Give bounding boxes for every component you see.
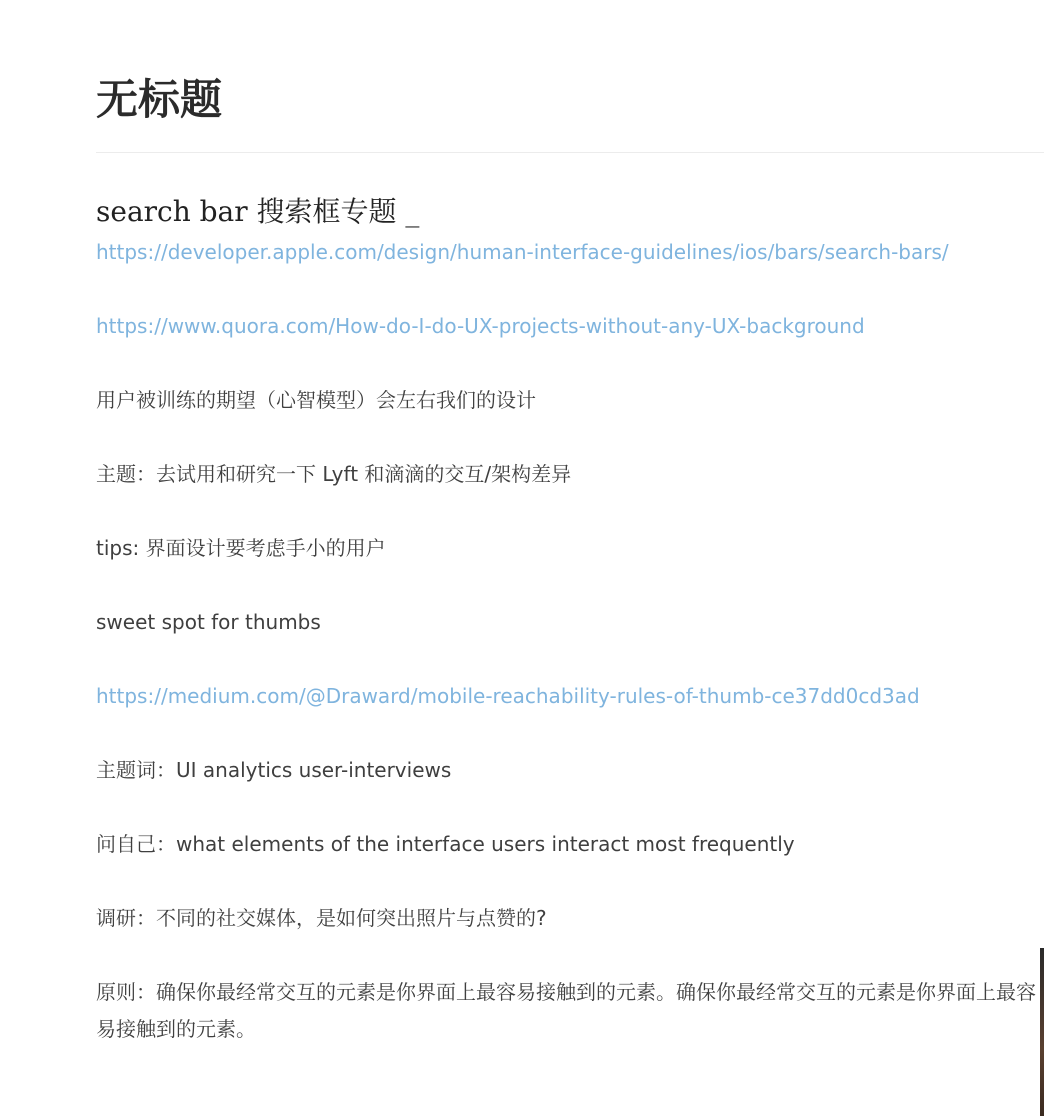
overlapping-window-edge <box>1040 948 1044 1116</box>
quora-ux-projects-link[interactable]: https://www.quora.com/How-do-I-do-UX-projects-without-any-UX-background <box>96 314 865 338</box>
blank-line <box>96 567 1036 604</box>
blank-line <box>96 937 1036 974</box>
blank-line <box>96 641 1036 678</box>
paragraph-mental-model: 用户被训练的期望（心智模型）会左右我们的设计 <box>96 388 536 412</box>
title-divider <box>96 152 1044 153</box>
paragraph-quora-link <box>96 308 1036 345</box>
blank-line <box>96 863 1036 900</box>
paragraph-keywords: 主题词：UI analytics user-interviews <box>96 758 452 782</box>
apple-hig-search-bars-link[interactable]: https://developer.apple.com/design/human-interface-guidelines/ios/bars/search-bars/ <box>96 240 949 264</box>
paragraph-principle: 原则：确保你最经常交互的元素是你界面上最容易接触到的元素。确保你最经常交互的元素是你界面上最容易接触到的元素。 <box>96 980 1036 1041</box>
paragraph-apple-link <box>96 234 1036 271</box>
paragraph-tips: tips: 界面设计要考虑手小的用户 <box>96 536 386 560</box>
paragraph-ask-yourself: 问自己：what elements of the interface users interact most frequently <box>96 832 795 856</box>
page-title[interactable]: 无标题 <box>96 75 223 124</box>
blank-line <box>96 345 1036 382</box>
paragraph-sweet-spot: sweet spot for thumbs <box>96 610 321 634</box>
paragraph-topic-lyft-didi: 主题：去试用和研究一下 Lyft 和滴滴的交互/架构差异 <box>96 462 572 486</box>
blank-line <box>96 715 1036 752</box>
blank-line <box>96 789 1036 826</box>
document-body[interactable] <box>96 190 1036 1048</box>
blank-line <box>96 419 1036 456</box>
paragraph-medium-link <box>96 678 1036 715</box>
section-heading: search bar 搜索框专题 _ <box>96 195 420 228</box>
medium-reachability-link[interactable]: https://medium.com/@Draward/mobile-reachability-rules-of-thumb-ce37dd0cd3ad <box>96 684 920 708</box>
blank-line <box>96 493 1036 530</box>
blank-line <box>96 271 1036 308</box>
paragraph-research: 调研：不同的社交媒体，是如何突出照片与点赞的? <box>96 906 547 930</box>
